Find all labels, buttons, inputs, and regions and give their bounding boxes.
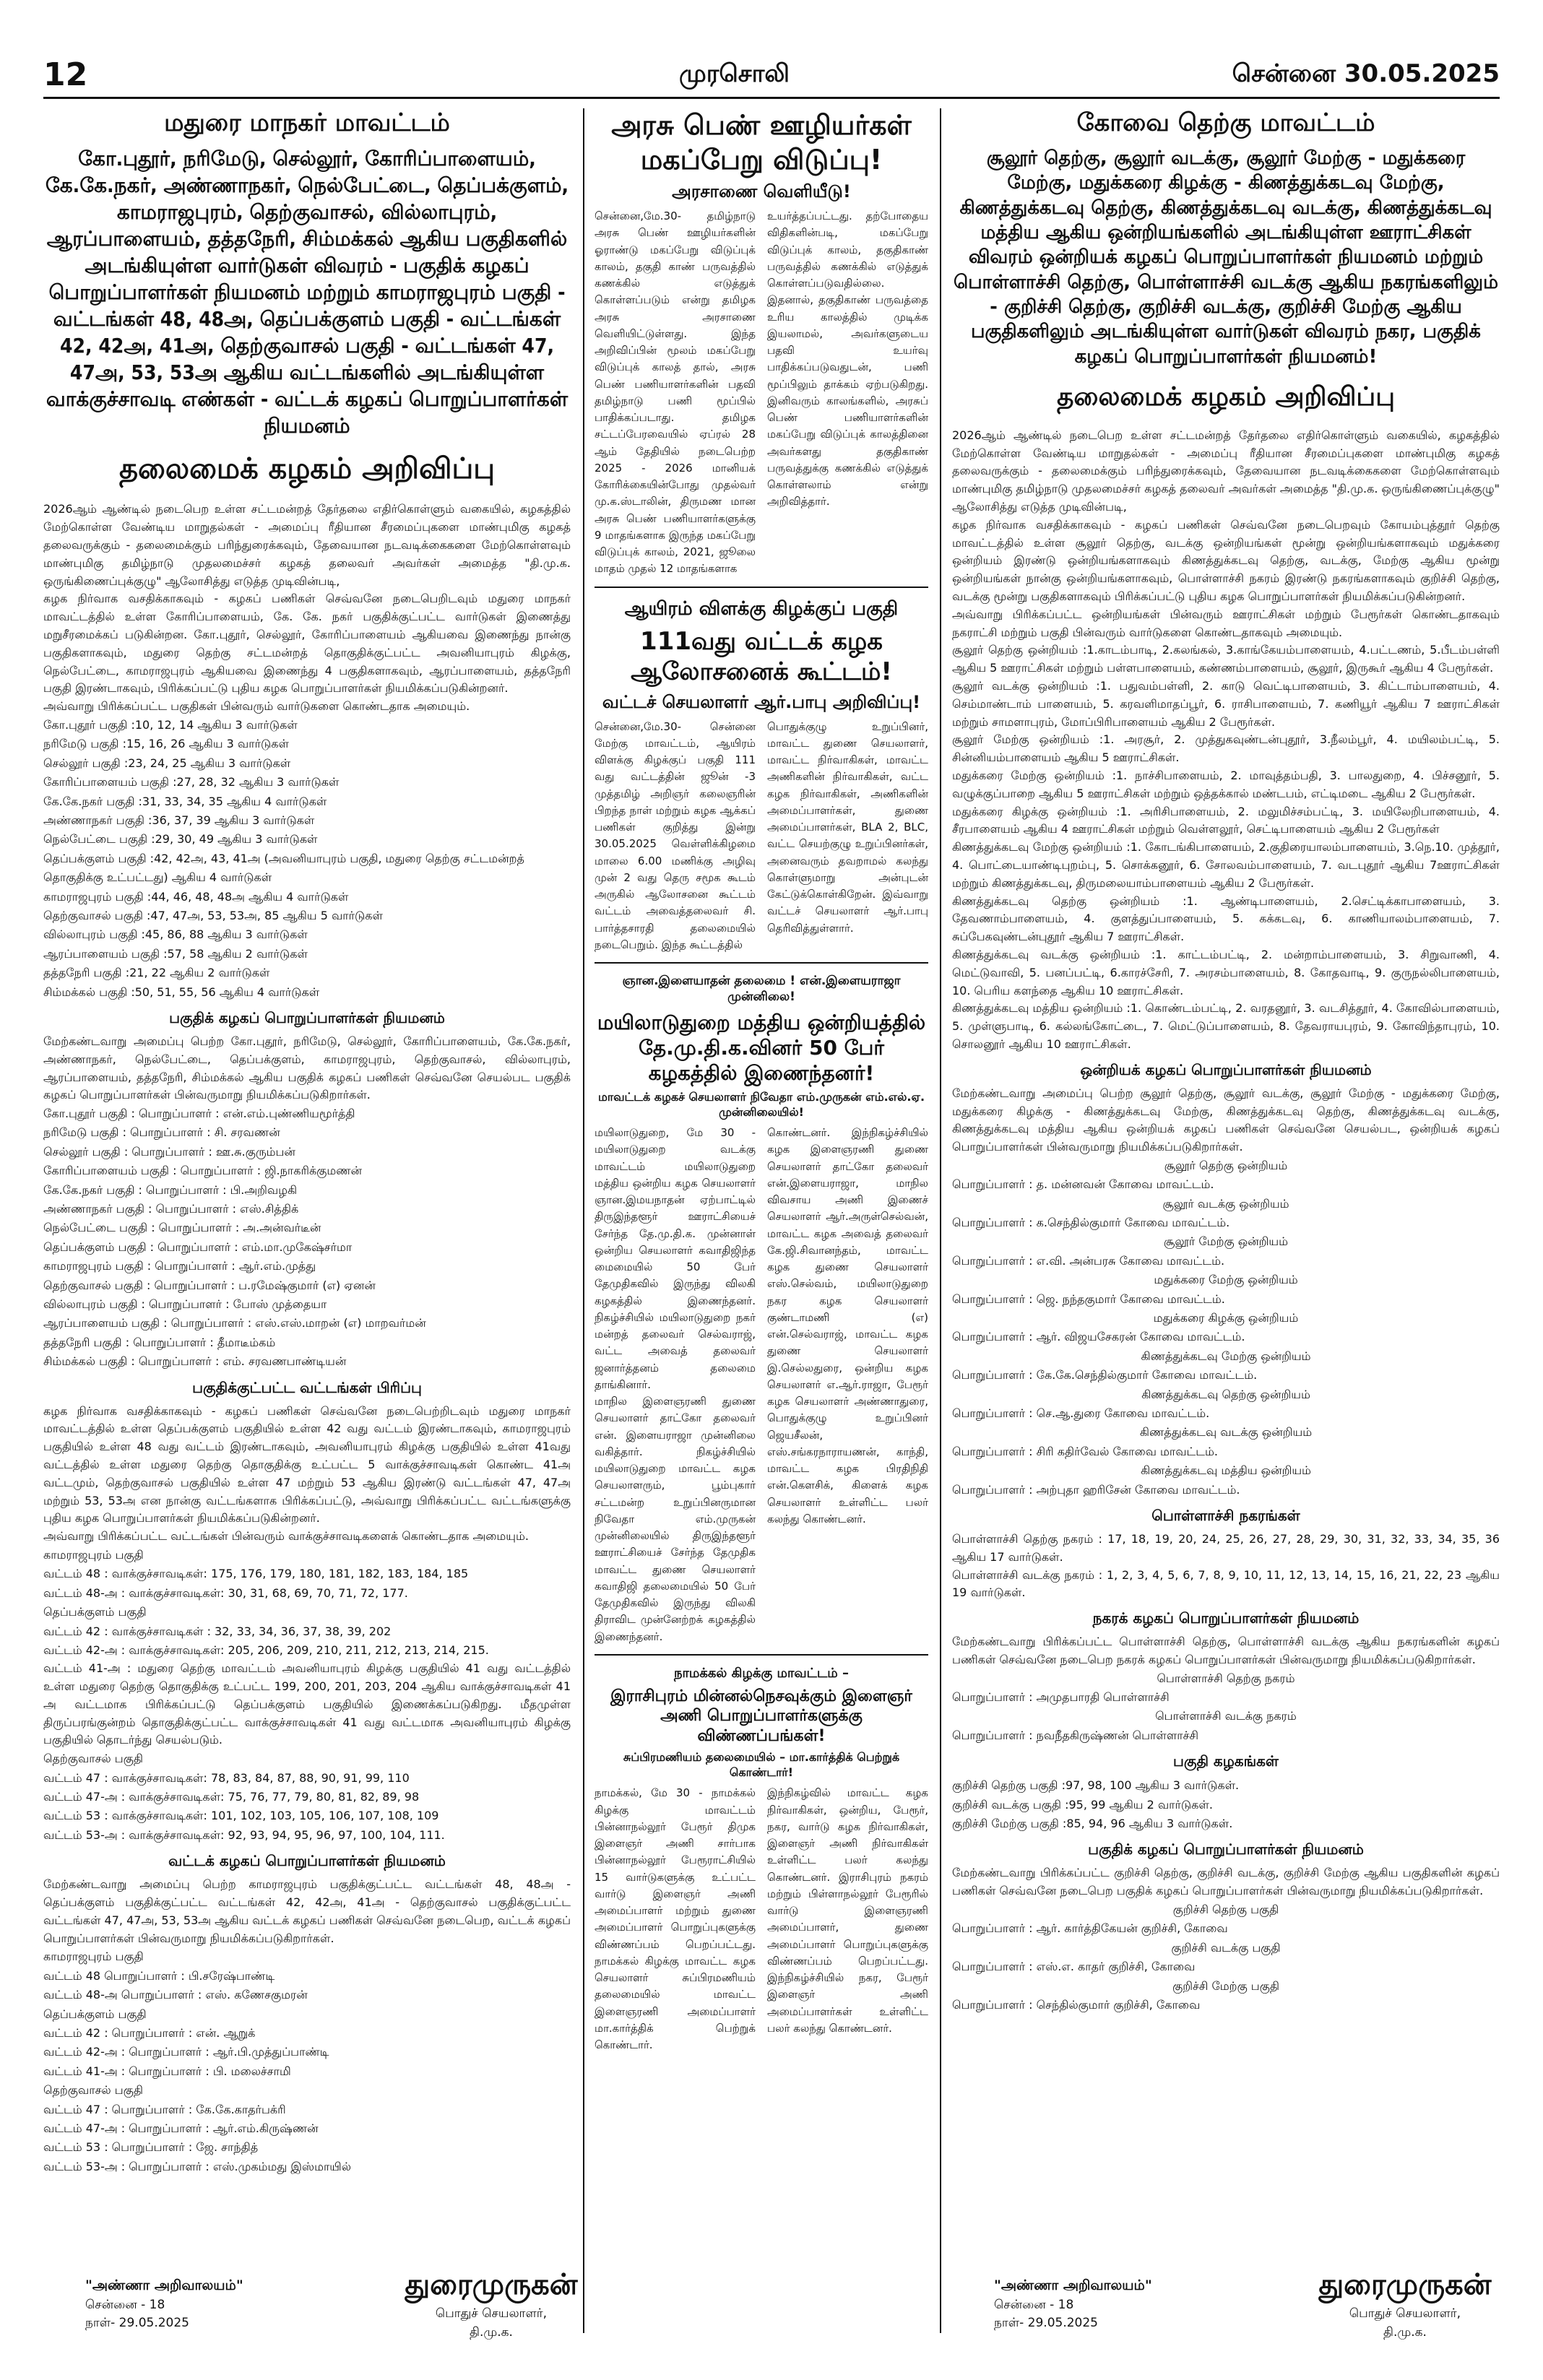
left-para-4: மேற்கண்டவாறு அமைப்பு பெற்ற கோ.புதூர், நரிமேடு, செல்லூர், கோரிப்பாளையம், கே.கே.நகர், அண்ணாநகர், நெல்பேட்டை, தெப்பக்குளம், காமராஜபுரம், தெற்குவாசல், வில்லாபுரம், ஆரப்பாளையம், தத்தநேரி, சிம்மக்கல் ஆகிய பகுதிக் கழகப் பணிகள் செவ்வனே செயல்பட பகுதிக் கழகப் பொறுப்பாளர்கள் பின்வருமாறு நியமிக்கப்படுகிறார்கள்.: [43, 1034, 571, 1102]
list-item: கோ.புதூர் பகுதி :10, 12, 14 ஆகிய 3 வார்டுகள்: [43, 718, 298, 732]
left-para-8: மேற்கண்டவாறு அமைப்பு பெற்ற காமராஜபுரம் பகுதிக்குட்பட்ட வட்டங்கள் 48, 48அ - தெப்பக்குளம் பகுதிக்குட்பட்ட வட்டங்கள் 42, 42அ, 41அ - தெற்குவாசல் பகுதிக்குட்பட்ட வட்டங்கள் 47, 47அ, 53, 53அ ஆகிய வட்டக் கழகப் பணிகள் செவ்வனே நடைபெற, வட்டக் கழகப் பொறுப்பாளர்கள் பின்வருமாறு நியமிக்கப்படுகிறார்கள்.: [43, 1877, 571, 1945]
left-para-1: 2026ஆம் ஆண்டில் நடைபெற உள்ள சட்டமன்றத் தேர்தலை எதிர்கொள்ளும் வகையில், கழகத்தில் மேற்கொள்ள வேண்டிய மாறுதல்கள் - அமைப்பு ரீதியான சீரமைப்புகளை மாண்புமிகு கழகத் தலைவருக்கும் - தலைமைக்கும் பரிந்துரைக்கவும், தேவையான நடவடிக்கைகளை மேற்கொள்ளவும் மாண்புமிகு தமிழ்நாடு முதலமைச்சர் கழகத் தலைவர் அவர்கள் அமைத்த "தி.மு.க. ஒருங்கிணைப்புக்குழு" ஆலோசித்து எடுத்த முடிவின்படி,: [43, 502, 571, 588]
right-section-towns: பொள்ளாச்சி நகரங்கள்: [1151, 1506, 1300, 1524]
list-item: நெல்பேட்டை பகுதி : பொறுப்பாளர் : அ.அன்வர்டீன்: [43, 1221, 321, 1235]
right-area-appointee-list: [952, 1900, 1500, 2015]
list-item: தெப்பக்குளம் பகுதி: [43, 2007, 147, 2021]
list-item: கோரிப்பாளையம் பகுதி : பொறுப்பாளர் : ஜி.நாகரிக்குமணன்: [43, 1164, 363, 1178]
list-item: கிணத்துக்கடவு மேற்கு ஒன்றியம்: [1141, 1349, 1311, 1363]
list-item: குறிச்சி வடக்கு பகுதி :95, 99 ஆகிய 2 வார்டுகள்.: [952, 1797, 1213, 1812]
right-signature: [1315, 2268, 1495, 2342]
list-item: காமராஜபுரம் பகுதி :44, 46, 48, 48அ ஆகிய 4 வார்டுகள்: [43, 889, 349, 904]
left-section-area-appointees: பகுதிக் கழகப் பொறுப்பாளர்கள் நியமனம்: [169, 1008, 445, 1026]
list-item: குறிச்சி வடக்கு பகுதி: [1171, 1940, 1281, 1955]
list-item: கிணத்துக்கடவு மத்திய ஒன்றியம்: [1141, 1463, 1311, 1478]
story3-title: மயிலாடுதுறை மத்திய ஒன்றியத்தில் தே.மு.தி.க.வினர் 50 பேர் கழகத்தில் இணைந்தனர்!: [597, 1011, 926, 1085]
date-line: சென்னை 30.05.2025: [1232, 59, 1500, 88]
story1-body: [595, 208, 928, 578]
list-item: அண்ணாநகர் பகுதி :36, 37, 39 ஆகிய 3 வார்டுகள்: [43, 813, 315, 827]
list-item: சூலூர் தெற்கு ஒன்றியம்: [1164, 1158, 1288, 1172]
list-item: பொறுப்பாளர் : செ.ஆ.துரை கோவை மாவட்டம்.: [952, 1406, 1210, 1420]
right-district-title: கோவை தெற்கு மாவட்டம்: [1076, 108, 1375, 137]
right-sign-party: தி.மு.க.: [1383, 2324, 1427, 2340]
right-para-2: கழக நிர்வாக வசதிக்காகவும் - கழகப் பணிகள் செவ்வனே நடைபெறவும் கோயம்புத்தூர் தெற்கு மாவட்டத்தில் உள்ள சூலூர் தெற்கு, வடக்கு ஒன்றியங்கள் மூன்று ஒன்றியங்களாகவும் மதுக்கரை ஒன்றியம் இரண்டு ஒன்றியங்களாகவும் கிணத்துக்கடவு தெற்கு, வடக்கு, மேற்கு ஆகிய மூன்று ஒன்றியங்கள் நான்கு ஒன்றியங்களாகவும், பொள்ளாச்சி நகரம் இரண்டு நகரங்களாகவும் குறிச்சி தெற்கு, வடக்கு மூன்று பகுதிகளாகவும் பிரிக்கப்பட்டு புதிய கழக பொறுப்பாளர்கள் நியமிக்கப்படுகின்றனர்.: [952, 517, 1500, 603]
list-item: பொறுப்பாளர் : க.செந்தில்குமார் கோவை மாவட்டம்.: [952, 1216, 1230, 1230]
story1-col-a: சென்னை,மே.30- தமிழ்நாடு அரசு பெண் ஊழியர்களின் ஓராண்டு மகப்பேறு விடுப்புக் காலம், தகுதி காண் பருவத்தில் கணக்கில் எடுத்துக் கொள்ளப்படும் என்று தமிழக அரசு அரசாணை வெளியிட்டுள்ளது. இந்த அறிவிப்பின் மூலம் மகப்பேறு விடுப்புக் காலத் தால், அரசு பெண் பணியாளர்களின் பதவி தமிழ்நாடு பணி மூப்பில் பாதிக்கப்படாது. தமிழக சட்டப்பேரவையில் ஏப்ரல் 28 ஆம் தேதியில் நடைபெற்ற 2025 - 2026 மானியக் கோரிக்கையின்போது முதல்வர் மு.க.ஸ்டாலின், திருமண மான அரசு பெண் பணியாளர்களுக்கு 9 மாதங்களாக இருந்த மகப்பேறு விடுப்புக் காலம், 2021, ஜூலை மாதம் முதல் 12 மாதங்களாக: [595, 209, 756, 576]
list-item: கிணத்துக்கடவு தெற்கு ஒன்றியம் :1. ஆண்டிபாளையம், 2.செட்டிக்காபாளையம், 3. தேவணாம்பாளையம், 4. குளத்துப்பாளையம், 5. கக்கடவு, 6. காணியாலம்பாளையம், 7. சுப்பேகவுண்டன்புதூர் ஆகிய 7 ஊராட்சிகள்.: [952, 893, 1500, 944]
list-item: பொறுப்பாளர் : எ.வி. அன்பரசு கோவை மாவட்டம்.: [952, 1253, 1225, 1268]
right-para-4: மேற்கண்டவாறு அமைப்பு பெற்ற சூலூர் தெற்கு, சூலூர் வடக்கு, சூலூர் மேற்கு - மதுக்கரை மேற்கு, மதுக்கரை கிழக்கு - கிணத்துக்கடவு மேற்கு, கிணத்துக்கடவு தெற்கு, கிணத்துக்கடவு வடக்கு, கிணத்துக்கடவு மத்திய ஆகிய ஒன்றியக் கழகப் பணிகள் செவ்வனே செயல்பட, ஒன்றியக் கழகப் பொறுப்பாளர்கள் பின்வருமாறு நியமிக்கப்படுகிறார்கள்.: [952, 1086, 1500, 1154]
list-item: குறிச்சி தெற்கு பகுதி: [1172, 1903, 1279, 1917]
list-item: வட்டம் 48 : வாக்குச்சாவடிகள்: 175, 176, 179, 180, 181, 182, 183, 184, 185: [43, 1567, 469, 1581]
list-item: பொறுப்பாளர் : ஆர். கார்த்திகேயன் குறிச்சி, கோவை: [952, 1921, 1228, 1936]
list-item: காமராஜபுரம் பகுதி : பொறுப்பாளர் : ஆர்.எம்.முத்து: [43, 1259, 316, 1273]
left-para-2: கழக நிர்வாக வசதிக்காகவும் - கழகப் பணிகள் செவ்வனே நடைபெறிடவும் மதுரை மாநகர் மாவட்டத்தில் உள்ள கோரிப்பாளையம், கே. கே. நகர் பகுதிக்குட்பட்ட வார்டுகள் இணைத்து மறுசீரமைக்கப் படுகின்றன. கோ.புதூர், செல்லூர், கோரிப்பாளையம் ஆகியவை இணைந்து நான்கு பகுதிகளாகவும், மதுரை தெற்கு சட்டமன்றத் தொகுதிக்குட்பட்ட அவனியாபுரம் கிழக்கு, நெல்பேட்டை, காமராஜபுரம் ஆகியவை இணைந்து 4 பகுதிகளாகவும், ஆரப்பாளையம், தத்தநேரி பகுதி இரண்டாகவும், பிரிக்கப்பட்டு புதிய கழக பொறுப்பாளர்கள் நியமிக்கப்படுகின்றனர்.: [43, 592, 571, 696]
paper-name: முரசொலி: [679, 59, 790, 88]
right-sign-title: பொதுச் செயலாளர்,: [1349, 2306, 1461, 2321]
left-para-6: அவ்வாறு பிரிக்கப்பட்ட வட்டங்கள் பின்வரும் வாக்குச்சாவடிகளைக் கொண்டதாக அமையும்.: [43, 1529, 529, 1544]
left-booth-list: [43, 1546, 571, 1660]
left-para-7: வட்டம் 41-அ : மதுரை தெற்கு மாவட்டம் அவனியாபுரம் கிழக்கு பகுதியில் 41 வது வட்டத்தில் உள்ள மதுரை தெற்கு தொகுதிக்கு உட்பட்ட 199, 200, 201, 203, 204 ஆகிய வாக்குச்சாவடிகள் 41 அ வட்டமாக பிரிக்கப்பட்டு தெப்பக்குளம் பகுதியில் இணைக்கப்படுகிறது. மீதமுள்ள திருப்பரங்குன்றம் தொகுதிக்குட்பட்ட வாக்குச்சாவடிகள் 41 வது வட்டமாக அவனியாபுரம் கிழக்கு பகுதியில் தொடர்ந்து செயல்படும்.: [43, 1661, 571, 1747]
list-item: வட்டம் 47-அ : வாக்குச்சாவடிகள்: 75, 76, 77, 79, 80, 81, 82, 89, 98: [43, 1790, 420, 1804]
list-item: குறிச்சி மேற்கு பகுதி :85, 94, 96 ஆகிய 3 வார்டுகள்.: [952, 1817, 1233, 1831]
right-section-town-appointees: நகரக் கழகப் பொறுப்பாளர்கள் நியமனம்: [1092, 1609, 1360, 1627]
story2-title: 111வது வட்டக் கழக ஆலோசனைக் கூட்டம்!: [631, 626, 892, 686]
list-item: தெற்குவாசல் பகுதி: [43, 1752, 143, 1766]
story3-col-a-wrap: [595, 1125, 756, 1645]
story4-subtitle: சுப்பிரமணியம் தலைமையில் – மா.கார்த்திக் பெற்றுக் கொண்டார்!: [623, 1750, 900, 1780]
list-item: வட்டம் 42 : வாக்குச்சாவடிகள் : 32, 33, 34, 36, 37, 38, 39, 202: [43, 1624, 392, 1638]
list-item: நரிமேடு பகுதி :15, 16, 26 ஆகிய 3 வார்டுகள்: [43, 737, 289, 751]
list-item: கே.கே.நகர் பகுதி : பொறுப்பாளர் : பி.அறிவழகி: [43, 1182, 298, 1197]
page-number: 12: [43, 56, 88, 93]
right-town-1: பொள்ளாச்சி தெற்கு நகரம் : 17, 18, 19, 20, 24, 25, 26, 27, 28, 29, 30, 31, 32, 33, 34, 35, 36 ஆகிய 17 வார்டுகள்.: [952, 1531, 1500, 1564]
right-article: [952, 108, 1500, 2275]
left-ward-list: [43, 716, 571, 1002]
story3-col-a: மயிலாடுதுறை, மே 30 - மயிலாடுதுறை வடக்கு மாவட்டம் மயிலாடுதுறை மத்திய ஒன்றிய கழக செயலாளர் ஞான.இமயநாதன் ஏற்பாட்டில் திருஇந்தளூர் ஊராட்சியைச் சேர்ந்த தே.மு.தி.க. முன்னாள் ஒன்றிய செயலாளர் கவாதிஜிந்த மைமையில் 50 பேர் தேமுதிகவில் இருந்து விலகி கழகத்தில் இணைந்தனர். நிகழ்ச்சியில் மயிலாடுதுறை நகர் மன்றத் தலைவர் செல்வராஜ், வட்ட அவைத் தலைவர் ஜனார்த்தனம் தலைமை தாங்கினார்.: [595, 1126, 756, 1391]
list-item: சூலூர் வடக்கு ஒன்றியம் :1. பதுவம்பள்ளி, 2. காடு வெட்டிபாளையம், 3. கிட்டாம்பாளையம், 4. செம்மாண்டாம் பாளையம், 5. கரவளிமாதப்பூர், 6. ராசிபாளையம், 7. கணியூர் ஆகிய 7 ஊராட்சிகள் மற்றும் சாமளாபுரம், மோப்பிரிபாளையம் ஆகிய 2 பேரூர்கள்.: [952, 678, 1500, 729]
list-item: மதுக்கரை மேற்கு ஒன்றியம்: [1154, 1273, 1298, 1287]
story1-title: அரசு பெண் ஊழியர்கள் மகப்பேறு விடுப்பு!: [611, 109, 912, 176]
left-booth-list-2: [43, 1749, 571, 1845]
list-item: மதுக்கரை மேற்கு ஒன்றியம் :1. நாச்சிபாளையம், 2. மாவுத்தம்பதி, 3. பாலதுறை, 4. பிச்சனூர், 5. வழுக்குப்பாறை ஆகிய 5 ஊராட்சிகள் மற்றும் ஒத்தக்கால் மண்டபம், எட்டிமடை ஆகிய 2 பேரூர்கள்.: [952, 768, 1500, 800]
list-item: கிணத்துக்கடவு வடக்கு ஒன்றியம் :1. காட்டம்பட்டி, 2. மன்றாம்பாளையம், 3. சிறுவாணி, 4. மெட்டுவாவி, 5. பனப்பட்டி, 6.காரச்சேரி, 7. அரசம்பாளையம், 8. கோதவாடி, 9. குருநல்லிபாளையம், 10. பெரிய களந்தை ஆகிய 10 ஊராட்சிகள்.: [952, 947, 1500, 998]
list-item: கிணத்துக்கடவு வடக்கு ஒன்றியம்: [1139, 1425, 1313, 1440]
list-item: வட்டம் 42-அ : பொறுப்பாளர் : ஆர்.பி.முத்துப்பாண்டி: [43, 2045, 329, 2059]
list-item: வட்டம் 47 : வாக்குச்சாவடிகள்: 78, 83, 84, 87, 88, 90, 91, 99, 110: [43, 1770, 410, 1785]
story2: [595, 587, 928, 954]
list-item: வில்லாபுரம் பகுதி :45, 86, 88 ஆகிய 3 வார்டுகள்: [43, 927, 308, 942]
left-section-ward-appointees: வட்டக் கழகப் பொறுப்பாளர்கள் நியமனம்: [168, 1852, 446, 1870]
list-item: தெற்குவாசல் பகுதி : பொறுப்பாளர் : ப.ரமேஷ்குமார் (எ) ஏனன்: [43, 1278, 376, 1292]
left-signature-place: [85, 2275, 302, 2333]
list-item: கிணத்துக்கடவு மேற்கு ஒன்றியம் :1. கோடங்கிபாளையம், 2.குதிரையாலம்பாளையம், 3.நெ.10. முத்தூர், 4. பொட்டையாண்டிபுறம்பு, 5. சொக்கனூர், 6. சோலவம்பாளையம், 7. வடபுதூர் ஆகிய 7ஊராட்சிகள் மற்றும் கிணத்துக்கடவு, திருமலையாம்பாளையம் ஆகிய 2 பேரூர்கள்.: [952, 840, 1500, 890]
list-item: கிணத்துக்கடவு தெற்கு ஒன்றியம்: [1141, 1387, 1310, 1401]
list-item: வட்டம் 47-அ : பொறுப்பாளர் : ஆர்.எம்.கிருஷ்ணன்: [43, 2121, 319, 2135]
list-item: தத்தநேரி பகுதி :21, 22 ஆகிய 2 வார்டுகள்: [43, 966, 270, 980]
list-item: தெப்பக்குளம் பகுதி: [43, 1605, 147, 1619]
list-item: தெப்பக்குளம் பகுதி :42, 42அ, 43, 41அ (அவனியாபுரம் பகுதி, மதுரை தெற்கு சட்டமன்றத் தொகுதிக்கு உட்பட்டது) ஆகிய 4 வார்டுகள்: [43, 851, 524, 885]
list-item: வட்டம் 53 : வாக்குச்சாவடிகள்: 101, 102, 103, 105, 106, 107, 108, 109: [43, 1809, 439, 1823]
story2-col-b: பொதுக்குழு உறுப்பினர், மாவட்ட துணை செயலாளர், மாவட்ட நிர்வாகிகள், மாவட்ட அணிகளின் நிர்வாகிகள், வட்ட கழக நிர்வாகிகள், அணிகளின் அமைப்பாளர்கள், துணை அமைப்பாளர்கள், BLA 2, BLC, வட்ட செயற்குழு உறுப்பினர்கள், அனைவரும் தவறாமல் கலந்து கொள்ளுமாறு அன்புடன் கேட்டுக்கொள்கிறேன். இவ்வாறு வட்டச் செயலாளர் ஆர்.பாபு தெரிவித்துள்ளார்.: [767, 719, 928, 935]
list-item: வட்டம் 48-அ பொறுப்பாளர் : எஸ். கணேசகுமரன்: [43, 1988, 308, 2002]
right-notice-title: தலைமைக் கழகம் அறிவிப்பு: [1056, 381, 1396, 412]
list-item: மதுக்கரை கிழக்கு ஒன்றியம்: [1153, 1311, 1299, 1325]
story2-col-a: சென்னை,மே.30- சென்னை மேற்கு மாவட்டம், ஆயிரம் விளக்கு கிழக்குப் பகுதி 111 வது வட்டத்தின் ஜூன் -3 முத்தமிழ் அறிஞர் கலைஞரின் பிறந்த நாள் மற்றும் கழக ஆக்கப் பணிகள் குறித்து இன்று 30.05.2025 வெள்ளிக்கிழமை மாலை 6.00 மணிக்கு அழிவு முன் 2 வது தெரு சமூக கூடம் அருகில் ஆலோசனை கூட்டம் வட்டம் அவைத்தலைவர் சி. பார்த்தசாரதி தலைமையில் நடைபெறும். இந்த கூட்டத்தில்: [595, 719, 756, 951]
left-para-3: அவ்வாறு பிரிக்கப்பட்ட பகுதிகள் பின்வரும் வார்டுகளை கொண்டதாக அமையும்.: [43, 699, 470, 714]
list-item: குறிச்சி தெற்கு பகுதி :97, 98, 100 ஆகிய 3 வார்டுகள்.: [952, 1778, 1240, 1793]
list-item: பொறுப்பாளர் : த. மன்னவன் கோவை மாவட்டம்.: [952, 1177, 1214, 1192]
left-section-ward-split: பகுதிக்குட்பட்ட வட்டங்கள் பிரிப்பு: [192, 1378, 422, 1396]
list-item: அண்ணாநகர் பகுதி : பொறுப்பாளர் : எஸ்.சித்திக்: [43, 1202, 299, 1216]
column-divider-left: [583, 108, 584, 2333]
list-item: கோ.புதூர் பகுதி : பொறுப்பாளர் : என்.எம்.புண்ணியமூர்த்தி: [43, 1107, 355, 1121]
story4: [595, 1654, 928, 2054]
right-sign-place: "அண்ணா அறிவாலயம்": [994, 2277, 1152, 2293]
right-para-5: மேற்கண்டவாறு பிரிக்கப்பட்ட பொள்ளாச்சி தெற்கு, பொள்ளாச்சி வடக்கு ஆகிய நகரங்களின் கழகப் பணிகள் செவ்வனே நடைபெற நகரக் கழகப் பொறுப்பாளர்கள் பின்வருமாறு நியமிக்கப்படுகிறார்கள்.: [952, 1635, 1500, 1666]
left-signature: [405, 2268, 578, 2342]
list-item: பொறுப்பாளர் : அமுதபாரதி பொள்ளாச்சி: [952, 1690, 1170, 1705]
list-item: செல்லூர் பகுதி : பொறுப்பாளர் : ஊ.சு.குரும்பன்: [43, 1144, 295, 1159]
left-appointee-list: [43, 1104, 571, 1371]
masthead-rule: [43, 97, 1500, 99]
list-item: பொள்ளாச்சி தெற்கு நகரம்: [1157, 1671, 1295, 1685]
list-item: மதுக்கரை கிழக்கு ஒன்றியம் :1. அரிசிபாளையம், 2. மலுமிச்சம்பட்டி, 3. மயிலேறிபாளையம், 4. சீரபாளையம் ஆகிய 4 ஊராட்சிகள் மற்றும் வெள்ளலூர், செட்டிபாளையம் ஆகிய 2 பேரூர்கள்: [952, 804, 1500, 836]
right-headline: சூலூர் தெற்கு, சூலூர் வடக்கு, சூலூர் மேற்கு - மதுக்கரை மேற்கு, மதுக்கரை கிழக்கு - கிணத்துக்கடவு மேற்கு, கிணத்துக்கடவு தெற்கு, கிணத்துக்கடவு வடக்கு, கிணத்துக்கடவு மத்திய ஆகிய ஒன்றியங்களில் அடங்கியுள்ள ஊராட்சிகள் விவரம் ஒன்றியக் கழகப் பொறுப்பாளர்கள் நியமனம் மற்றும் பொள்ளாச்சி தெற்கு, பொள்ளாச்சி வடக்கு ஆகிய நகரங்களிலும் - குறிச்சி தெற்கு, குறிச்சி வடக்கு, குறிச்சி மேற்கு ஆகிய பகுதிகளிலும் அடங்கியுள்ள வார்டுகள் விவரம் நகர, பகுதிக் கழகப் பொறுப்பாளர்கள் நியமனம்!: [953, 147, 1499, 368]
right-town-2: பொள்ளாச்சி வடக்கு நகரம் : 1, 2, 3, 4, 5, 6, 7, 8, 9, 10, 11, 12, 13, 14, 15, 16, 21, 22, 23 ஆகிய 19 வார்டுகள்.: [952, 1567, 1500, 1600]
story3-col-b: மாநில இளைஞரணி துணை செயலாளர் தாட்கோ தலைவர் என். இளையராஜா முன்னிலை வகித்தார். நிகழ்ச்சியில் மயிலாடுதுறை மாவட்ட கழக செயலாளரும், பூம்புகார் சட்டமன்ற உறுப்பினருமான நிவேதா எம்.முருகன் முன்னிலையில் திருஇந்தளூர் ஊராட்சியைச் சேர்ந்த தேமுதிக மாவட்ட துணை செயலாளர் கவாதிஜி தலைமையில் 50 பேர் தேமுதிகவில் இருந்து விலகி திராவிட முன்னேற்றக் கழகத்தில் இணைந்தனர்.: [595, 1395, 756, 1643]
story4-title: இராசிபுரம் மின்னல்நெசவுக்கும் இளைஞர் அணி பொறுப்பாளர்களுக்கு விண்ணப்பங்கள்!: [610, 1687, 912, 1745]
list-item: வட்டம் 42-அ : வாக்குச்சாவடிகள்: 205, 206, 209, 210, 211, 212, 213, 214, 215.: [43, 1643, 489, 1657]
list-item: வட்டம் 53-அ : பொறுப்பாளர் : எஸ்.முகம்மது இஸ்மாயில்: [43, 2159, 351, 2173]
story4-kicker: நாமக்கல் கிழக்கு மாவட்டம் –: [673, 1665, 850, 1681]
story3: [595, 962, 928, 1645]
right-sign-date: நாள்- 29.05.2025: [994, 2316, 1099, 2330]
list-item: வட்டம் 53-அ : வாக்குச்சாவடிகள்: 92, 93, 94, 95, 96, 97, 100, 104, 111.: [43, 1827, 445, 1842]
list-item: கோரிப்பாளையம் பகுதி :27, 28, 32 ஆகிய 3 வார்டுகள்: [43, 775, 340, 789]
list-item: ஆரப்பாளையம் பகுதி :57, 58 ஆகிய 2 வார்டுகள்: [43, 946, 308, 961]
story2-kicker: ஆயிரம் விளக்கு கிழக்குப் பகுதி: [624, 597, 899, 620]
list-item: ஆரப்பாளையம் பகுதி : பொறுப்பாளர் : எஸ்.எஸ்.மாறன் (எ) மாறவர்மன்: [43, 1316, 426, 1330]
masthead: [43, 56, 1500, 94]
left-sign-place: "அண்ணா அறிவாலயம்": [85, 2277, 243, 2293]
right-sign-name: துரைமுருகன்: [1318, 2268, 1492, 2301]
list-item: காமராஜபுரம் பகுதி: [43, 1547, 144, 1562]
right-section-area-appointees: பகுதிக் கழகப் பொறுப்பாளர்கள் நியமனம்: [1088, 1840, 1364, 1858]
list-item: நெல்பேட்டை பகுதி :29, 30, 49 ஆகிய 3 வார்டுகள்: [43, 832, 318, 847]
story3-col-c: கொண்டனர். இந்நிகழ்ச்சியில் கழக இளைஞரணி துணை செயலாளர் தாட்கோ தலைவர் என்.இளையராஜா, மாநில விவசாய அணி இணைச் செயலாளர் ஆர்.அருள்செல்வன், மாவட்ட கழக அவைத் தலைவர் கே.ஜி.சிவானந்தம், மாவட்ட கழக துணை செயலாளர் எஸ்.செல்வம், மயிலாடுதுறை நகர கழக செயலாளர் குண்டாமணி (எ) என்.செல்வராஜ், மாவட்ட கழக துணை செயலாளர் இ.செல்லதுரை, ஒன்றிய கழக செயலாளர் எ.ஆர்.ராஜா, பேரூர் கழக செயலாளர் அண்ணாதுரை, பொதுக்குழு உறுப்பினர் ஜெயசீலன், எஸ்.சங்கரநாராயணன், காந்தி, மாவட்ட கழக பிரதிநிதி என்.கௌசிக், கிளைக் கழக செயலாளர் உள்ளிட்ட பலர் கலந்து கொண்டனர்.: [767, 1126, 928, 1526]
story1-subtitle: அரசாணை வெளியீடு!: [672, 181, 851, 202]
list-item: பொறுப்பாளர் : சிரி கதிர்வேல் கோவை மாவட்டம்.: [952, 1444, 1218, 1458]
list-item: பொறுப்பாளர் : ஜெ. நந்தகுமார் கோவை மாவட்டம்.: [952, 1291, 1225, 1306]
list-item: பொறுப்பாளர் : ஆர். விஜயசேகரன் கோவை மாவட்டம்.: [952, 1330, 1245, 1344]
list-item: வட்டம் 41-அ : பொறுப்பாளர் : பி. மலைச்சாமி: [43, 2064, 291, 2078]
list-item: வில்லாபுரம் பகுதி : பொறுப்பாளர் : போஸ் முத்தையா: [43, 1297, 327, 1311]
list-item: சூலூர் வடக்கு ஒன்றியம்: [1162, 1196, 1289, 1211]
left-ward-appointee-list: [43, 1947, 571, 2176]
right-town-appointee-list: [952, 1669, 1500, 1746]
list-item: சூலூர் தெற்கு ஒன்றியம் :1.காடம்பாடி, 2.கலங்கல், 3.காங்கேயம்பாளையம், 4.பட்டணம், 5.பீடம்பள்ளி ஆகிய 5 ஊராட்சிகள் மற்றும் பள்ளபாளையம், கண்ணம்பாளையம், சூலூர், இருகூர் ஆகிய 4 பேரூர்கள்.: [952, 643, 1500, 675]
list-item: செல்லூர் பகுதி :23, 24, 25 ஆகிய 3 வார்டுகள்: [43, 756, 291, 770]
list-item: வட்டம் 48 பொறுப்பாளர் : பி.சரேஷ்பாண்டி: [43, 1968, 275, 1983]
right-section-union-appointees: ஒன்றியக் கழகப் பொறுப்பாளர்கள் நியமனம்: [1080, 1060, 1372, 1078]
list-item: கிணத்துக்கடவு மத்திய ஒன்றியம் :1. கொண்டம்பட்டி, 2. வரதனூர், 3. வடசித்தூர், 4. கோவில்பாளையம், 5. முள்ளுபாடி, 6. கல்லங்கோட்டை, 7. மெட்டுப்பாளையம், 8. தேவராயபுரம், 9. கோவிந்தாபுரம், 10. சொலனூர் ஆகிய 10 ஊராட்சிகள்.: [952, 1001, 1500, 1051]
right-sign-city: சென்னை - 18: [994, 2297, 1074, 2312]
column-divider-right: [940, 108, 941, 2333]
list-item: காமராஜபுரம் பகுதி: [43, 1950, 144, 1964]
list-item: பொறுப்பாளர் : நவநீதகிருஷ்ணன் பொள்ளாச்சி: [952, 1728, 1199, 1742]
list-item: வட்டம் 42 : பொறுப்பாளர் : என். ஆறுக்: [43, 2025, 256, 2040]
list-item: நரிமேடு பகுதி : பொறுப்பாளர் : சி. சரவணன்: [43, 1125, 280, 1140]
left-notice-title: தலைமைக் கழகம் அறிவிப்பு: [118, 452, 496, 486]
right-area-list: [952, 1776, 1500, 1833]
list-item: பொறுப்பாளர் : கே.கே.செந்தில்குமார் கோவை மாவட்டம்.: [952, 1368, 1258, 1382]
list-item: வட்டம் 48-அ : வாக்குச்சாவடிகள்: 30, 31, 68, 69, 70, 71, 72, 177.: [43, 1585, 408, 1600]
right-signature-place: [994, 2275, 1211, 2333]
right-para-1: 2026ஆம் ஆண்டில் நடைபெற உள்ள சட்டமன்றத் தேர்தலை எதிர்கொள்ளும் வகையில், கழகத்தில் மேற்கொள்ள வேண்டிய மாறுதல்கள் - அமைப்பு ரீதியான சீரமைப்புகளை மாண்புமிகு கழகத் தலைவருக்கும் - தலைமைக்கும் பரிந்துரைக்கவும், தேவையான நடவடிக்கைகளை மேற்கொள்ளவும் மாண்புமிகு தமிழ்நாடு முதலமைச்சர் கழகத் தலைவர் அவர்கள் அமைத்த "தி.மு.க. ஒருங்கிணைப்புக்குழு" ஆலோசித்து எடுத்த முடிவின்படி,: [952, 428, 1500, 514]
left-headline: கோ.புதூர், நரிமேடு, செல்லூர், கோரிப்பாளையம், கே.கே.நகர், அண்ணாநகர், நெல்பேட்டை, தெப்பக்குளம், காமராஜபுரம், தெற்குவாசல், வில்லாபுரம், ஆரப்பாளையம், தத்தநேரி, சிம்மக்கல் ஆகிய பகுதிகளில் அடங்கியுள்ள வார்டுகள் விவரம் - பகுதிக் கழகப் பொறுப்பாளர்கள் நியமனம் மற்றும் காமராஜபுரம் பகுதி - வட்டங்கள் 48, 48அ, தெப்பக்குளம் பகுதி - வட்டங்கள் 42, 42அ, 41அ, தெற்குவாசல் பகுதி - வட்டங்கள் 47, 47அ, 53, 53அ ஆகிய வட்டங்களில் அடங்கியுள்ள வாக்குச்சாவடி எண்கள் - வட்டக் கழகப் பொறுப்பாளர்கள் நியமனம்: [45, 147, 569, 438]
list-item: பொறுப்பாளர் : எஸ்.எ. காதர் குறிச்சி, கோவை: [952, 1960, 1196, 1974]
list-item: தத்தநேரி பகுதி : பொறுப்பாளர் : தீமாடீம்கம்: [43, 1335, 276, 1349]
left-sign-name: துரைமுருகன்: [405, 2268, 578, 2301]
story4-col-a: நாமக்கல், மே 30 - நாமக்கல் கிழக்கு மாவட்டம் பின்னாநல்லூர் பேரூர் திமுக இளைஞர் அணி சார்பாக பின்னாநல்லூர் பேரூராட்சியில் 15 வார்டுகளுக்கு உட்பட்ட வார்டு இளைஞர் அணி அமைப்பாளர் மற்றும் துணை அமைப்பாளர் பொறுப்புகளுக்கு விண்ணப்பம் பெறப்பட்டது. நாமக்கல் கிழக்கு மாவட்ட கழக செயலாளர் சுப்பிரமணியம் தலைமையில் மாவட்ட இளைஞரணி அமைப்பாளர் மா.கார்த்திக் பெற்றுக் கொண்டார்.: [595, 1786, 756, 2051]
list-item: சூலூர் மேற்கு ஒன்றியம் :1. அரசூர், 2. முத்துகவுண்டன்புதூர், 3.நீலம்பூர், 4. மயிலம்பட்டி, 5. சின்னியம்பாளையம் ஆகிய 5 ஊராட்சிகள்.: [952, 732, 1500, 765]
story2-subtitle: வட்டச் செயலாளர் ஆர்.பாபு அறிவிப்பு!: [602, 691, 921, 712]
story3-kicker: ஞான.இளையாதன் தலைமை ! என்.இளையராஜா முன்னிலை!: [622, 974, 901, 1004]
list-item: தெற்குவாசல் பகுதி :47, 47அ, 53, 53அ, 85 ஆகிய 5 வார்டுகள்: [43, 908, 383, 922]
right-para-3: அவ்வாறு பிரிக்கப்பட்ட ஒன்றியங்கள் பின்வரும் ஊராட்சிகள் மற்றும் பேரூர்கள் கொண்டதாகவும் நகராட்சி மற்றும் பகுதி பின்வரும் வார்டுகளை கொண்டதாகவும் அமையும்.: [952, 607, 1500, 639]
left-sign-title: பொதுச் செயலாளர்,: [435, 2306, 548, 2321]
left-para-5: கழக நிர்வாக வசதிக்காகவும் - கழகப் பணிகள் செவ்வனே நடைபெற்றிடவும் மதுரை மாநகர் மாவட்டத்தில் உள்ள தெப்பக்குளம் பகுதியில் உள்ள 42 வது வட்டம் இரண்டாகவும், காமராஜபுரம் பகுதியில் உள்ள 48 வது வட்டம் இரண்டாகவும், அவனியாபுரம் கிழக்கு பகுதியில் உள்ள 41வது வட்டத்தில் உள்ள மதுரை தெற்கு தொகுதிக்கு உட்பட்ட 5 வாக்குச்சாவடிகள் கொண்ட 41அ வட்டமும், தெற்குவாசல் பகுதியில் உள்ள 47 மற்றும் 53 ஆகிய இரண்டு வட்டங்கள் 47, 47அ மற்றும் 53, 53அ என நான்கு வட்டங்களாக பிரிக்கப்பட்டு, அவ்வாறு பிரிக்கப்பட்ட வட்டங்களுக்கு புதிய கழக பொறுப்பாளர்கள் நியமிக்கப்படுகின்றனர்.: [43, 1403, 571, 1526]
list-item: பொறுப்பாளர் : அற்புதா ஹரிசேன் கோவை மாவட்டம்.: [952, 1482, 1240, 1497]
middle-column: [595, 108, 928, 2362]
right-section-areas: பகுதி கழகங்கள்: [1173, 1752, 1279, 1770]
list-item: தெற்குவாசல் பகுதி: [43, 2083, 143, 2098]
list-item: பொள்ளாச்சி வடக்கு நகரம்: [1155, 1709, 1297, 1723]
list-item: வட்டம் 47 : பொறுப்பாளர் : கே.கே.காதர்பக்ரி: [43, 2102, 286, 2116]
right-para-6: மேற்கண்டவாறு பிரிக்கப்பட்ட குறிச்சி தெற்கு, குறிச்சி வடக்கு, குறிச்சி மேற்கு ஆகிய பகுதிகளின் கழகப் பணிகள் செவ்வனே நடைபெற பகுதிக் கழகப் பொறுப்பாளர்கள் பின்வருமாறு நியமிக்கப்படுகிறார்கள்.: [952, 1866, 1500, 1898]
right-union-list: [952, 641, 1500, 1053]
left-sign-party: தி.மு.க.: [470, 2324, 513, 2340]
list-item: பொறுப்பாளர் : செந்தில்குமார் குறிச்சி, கோவை: [952, 1997, 1201, 2012]
story4-col-b: இந்நிகழ்வில் மாவட்ட கழக நிர்வாகிகள், ஒன்றிய, பேரூர், நகர, வார்டு கழக நிர்வாகிகள், இளைஞர் அணி நிர்வாகிகள் உள்ளிட்ட பலர் கலந்து கொண்டனர். இராசிபுரம் நகரம் மற்றும் பிள்ளாநல்லூர் பேரூரில் வார்டு இளைஞரணி அமைப்பாளர், துணை அமைப்பாளர் பொறுப்புகளுக்கு விண்ணப்பம் பெறப்பட்டது. இந்நிகழ்ச்சியில் நகர, பேரூர் இளைஞர் அணி அமைப்பாளர்கள் உள்ளிட்ட பலர் கலந்து கொண்டனர்.: [767, 1786, 928, 2035]
list-item: சிம்மக்கல் பகுதி :50, 51, 55, 56 ஆகிய 4 வார்டுகள்: [43, 985, 320, 999]
list-item: வட்டம் 53 : பொறுப்பாளர் : ஜே. சாந்தித்: [43, 2140, 259, 2155]
list-item: சிம்மக்கல் பகுதி : பொறுப்பாளர் : எம். சரவணபாண்டியன்: [43, 1354, 347, 1369]
left-sign-city: சென்னை - 18: [85, 2297, 165, 2312]
left-sign-date: நாள்- 29.05.2025: [85, 2316, 190, 2330]
list-item: சூலூர் மேற்கு ஒன்றியம்: [1164, 1234, 1288, 1249]
left-district-title: மதுரை மாநகர் மாவட்டம்: [164, 108, 450, 137]
story1-col-b: உயர்த்தப்பட்டது. தற்போதைய விதிகளின்படி, மகப்பேறு விடுப்புக் காலம், தகுதிகாண் பருவத்தில் கணக்கில் எடுத்துக் கொள்ளப்படுவதில்லை. இதனால், தகுதிகாண் பருவத்தை உரிய காலத்தில் முடிக்க இயலாமல், அவர்களுடைய பதவி உயர்வு பாதிக்கப்படுவதுடன், பணி மூப்பிலும் தாக்கம் ஏற்படுகிறது. இனிவரும் காலங்களில், அரசுப் பெண் பணியாளர்களின் மகப்பேறு விடுப்புக் காலத்தினை அவர்களது தகுதிகாண் பருவத்துக்கு கணக்கில் எடுத்துக் கொள்ளலாம் என்று அறிவித்தார்.: [767, 209, 928, 509]
right-union-appointee-list: [952, 1156, 1500, 1500]
list-item: கே.கே.நகர் பகுதி :31, 33, 34, 35 ஆகிய 4 வார்டுகள்: [43, 794, 327, 808]
story3-subtitle: மாவட்டக் கழகச் செயலாளர் நிவேதா எம்.முருகன் எம்.எல்.ஏ. முன்னிலையில்!: [597, 1090, 925, 1119]
list-item: தெப்பக்குளம் பகுதி : பொறுப்பாளர் : எம்.மா.முகேஷ்சர்மா: [43, 1239, 353, 1254]
left-article: [43, 108, 571, 2355]
list-item: குறிச்சி மேற்கு பகுதி: [1172, 1978, 1279, 1993]
